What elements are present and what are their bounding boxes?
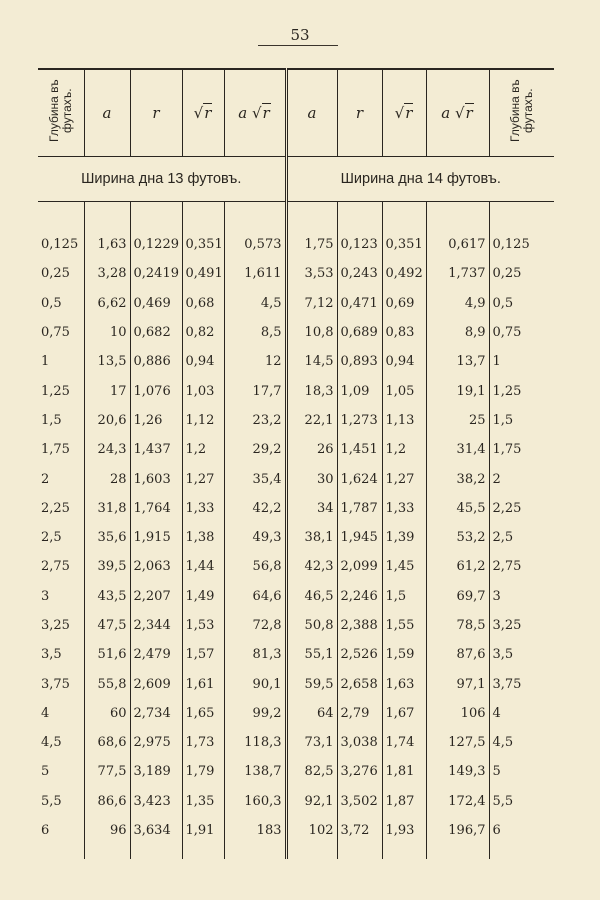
cell-r-right: 2,099 — [337, 552, 382, 581]
cell-a-left: 35,6 — [84, 523, 130, 552]
cell-sqrt-r-right: 1,13 — [382, 406, 426, 435]
cell-r-left: 1,915 — [130, 523, 182, 552]
header-a-sqrt-r-left: a √r — [224, 69, 286, 157]
cell-a-left: 51,6 — [84, 640, 130, 669]
cell-r-right: 3,502 — [337, 787, 382, 816]
cell-r-left: 2,207 — [130, 582, 182, 611]
cell-a-sqrt-r-right: 172,4 — [426, 787, 489, 816]
cell-r-left: 2,344 — [130, 611, 182, 640]
cell-sqrt-r-right: 1,67 — [382, 699, 426, 728]
cell-r-right: 1,09 — [337, 376, 382, 405]
cell-depth-right: 3,5 — [492, 647, 514, 663]
cell-sqrt-r-left: 1,44 — [182, 552, 224, 581]
cell-a-right: 18,3 — [286, 376, 337, 405]
table-row — [38, 787, 554, 816]
cell-a-left: 43,5 — [84, 582, 130, 611]
cell-r-left: 1,076 — [130, 376, 182, 405]
cell-a-left: 3,28 — [84, 259, 130, 288]
cell-a-left: 60 — [84, 699, 130, 728]
cell-depth-left: 1 — [38, 347, 84, 376]
cell-sqrt-r-right: 1,55 — [382, 611, 426, 640]
cell-a-sqrt-r-right: 87,6 — [426, 640, 489, 669]
table-row — [38, 757, 554, 786]
cell-a-sqrt-r-right: 13,7 — [426, 347, 489, 376]
header-depth-right: Глубина въ футахъ. — [489, 69, 554, 157]
cell-a-sqrt-r-right: 53,2 — [426, 523, 489, 552]
page-number-rule — [258, 45, 338, 46]
cell-sqrt-r-right: 1,81 — [382, 757, 426, 786]
cell-sqrt-r-right: 1,33 — [382, 494, 426, 523]
cell-a-left: 47,5 — [84, 611, 130, 640]
cell-a-sqrt-r-left: 138,7 — [224, 757, 286, 786]
cell-r-left: 2,975 — [130, 728, 182, 757]
cell-r-right: 3,038 — [337, 728, 382, 757]
cell-sqrt-r-right: 1,5 — [382, 582, 426, 611]
cell-a-left: 55,8 — [84, 669, 130, 698]
cell-a-sqrt-r-right: 106 — [426, 699, 489, 728]
cell-a-left: 86,6 — [84, 787, 130, 816]
cell-a-left: 39,5 — [84, 552, 130, 581]
cell-r-right: 2,658 — [337, 669, 382, 698]
header-r-left: r — [130, 69, 182, 157]
cell-a-right: 34 — [286, 494, 337, 523]
cell-a-sqrt-r-right: 196,7 — [426, 816, 489, 845]
cell-a-right: 10,8 — [286, 318, 337, 347]
table-row — [38, 376, 554, 405]
cell-sqrt-r-left: 1,12 — [182, 406, 224, 435]
cell-depth-left: 2,25 — [38, 494, 84, 523]
cell-sqrt-r-right: 0,351 — [382, 230, 426, 259]
cell-r-right: 1,451 — [337, 435, 382, 464]
cell-sqrt-r-left: 1,38 — [182, 523, 224, 552]
cell-a-right: 26 — [286, 435, 337, 464]
cell-a-left: 10 — [84, 318, 130, 347]
table-row — [38, 406, 554, 435]
cell-sqrt-r-left: 1,91 — [182, 816, 224, 845]
page-number: 53 — [290, 26, 310, 44]
cell-a-right: 64 — [286, 699, 337, 728]
cell-r-right: 0,123 — [337, 230, 382, 259]
cell-depth-left: 2,5 — [38, 523, 84, 552]
cell-a-sqrt-r-left: 160,3 — [224, 787, 286, 816]
section-title-right: Ширина дна 14 футовъ. — [286, 157, 554, 202]
cell-sqrt-r-right: 1,39 — [382, 523, 426, 552]
cell-a-sqrt-r-left: 49,3 — [224, 523, 286, 552]
cell-a-sqrt-r-left: 8,5 — [224, 318, 286, 347]
cell-depth-right: 0,5 — [492, 295, 514, 311]
cell-a-sqrt-r-left: 90,1 — [224, 669, 286, 698]
cell-a-sqrt-r-right: 8,9 — [426, 318, 489, 347]
cell-a-sqrt-r-left: 1,611 — [224, 259, 286, 288]
header-sqrt-r-left: √r — [182, 69, 224, 157]
cell-r-left: 2,734 — [130, 699, 182, 728]
cell-depth-left: 0,75 — [38, 318, 84, 347]
cell-a-left: 6,62 — [84, 289, 130, 318]
table-row — [38, 318, 554, 347]
table-row — [38, 289, 554, 318]
cell-a-sqrt-r-left: 56,8 — [224, 552, 286, 581]
cell-depth-right: 2,5 — [492, 530, 514, 546]
cell-r-left: 2,609 — [130, 669, 182, 698]
cell-depth-left: 0,125 — [38, 230, 84, 259]
cell-a-sqrt-r-right: 31,4 — [426, 435, 489, 464]
cell-sqrt-r-right: 1,63 — [382, 669, 426, 698]
cell-a-sqrt-r-left: 64,6 — [224, 582, 286, 611]
cell-a-sqrt-r-right: 4,9 — [426, 289, 489, 318]
cell-a-sqrt-r-left: 118,3 — [224, 728, 286, 757]
cell-sqrt-r-right: 1,93 — [382, 816, 426, 845]
cell-a-sqrt-r-right: 149,3 — [426, 757, 489, 786]
header-r-right: r — [337, 69, 382, 157]
cell-depth-right: 3 — [492, 588, 501, 604]
cell-r-right: 3,276 — [337, 757, 382, 786]
cell-r-right: 1,624 — [337, 464, 382, 493]
cell-a-sqrt-r-left: 81,3 — [224, 640, 286, 669]
cell-depth-right: 1,5 — [492, 412, 514, 428]
cell-a-right: 73,1 — [286, 728, 337, 757]
cell-a-right: 38,1 — [286, 523, 337, 552]
cell-depth-left: 4 — [38, 699, 84, 728]
cell-depth-right: 5,5 — [492, 793, 514, 809]
table-row — [38, 582, 554, 611]
cell-sqrt-r-right: 1,87 — [382, 787, 426, 816]
cell-depth-right: 3,75 — [492, 676, 522, 692]
table-row — [38, 347, 554, 376]
cell-sqrt-r-left: 1,03 — [182, 376, 224, 405]
cell-depth-left: 4,5 — [38, 728, 84, 757]
cell-a-right: 42,3 — [286, 552, 337, 581]
cell-r-left: 1,26 — [130, 406, 182, 435]
table-row — [38, 523, 554, 552]
cell-a-sqrt-r-right: 78,5 — [426, 611, 489, 640]
cell-sqrt-r-right: 1,05 — [382, 376, 426, 405]
cell-r-right: 0,471 — [337, 289, 382, 318]
cell-depth-left: 5,5 — [38, 787, 84, 816]
cell-sqrt-r-right: 1,2 — [382, 435, 426, 464]
cell-r-left: 2,063 — [130, 552, 182, 581]
cell-depth-left: 2,75 — [38, 552, 84, 581]
cell-depth-right: 2 — [492, 471, 501, 487]
cell-sqrt-r-left: 1,2 — [182, 435, 224, 464]
cell-depth-right: 3,25 — [492, 618, 522, 633]
cell-r-right: 2,246 — [337, 582, 382, 611]
cell-r-right: 2,526 — [337, 640, 382, 669]
cell-sqrt-r-left: 1,27 — [182, 464, 224, 493]
cell-a-right: 50,8 — [286, 611, 337, 640]
cell-sqrt-r-left: 0,351 — [182, 230, 224, 259]
hydraulic-table — [38, 68, 554, 859]
cell-a-right: 14,5 — [286, 347, 337, 376]
cell-depth-left: 3,75 — [38, 669, 84, 698]
cell-a-sqrt-r-left: 29,2 — [224, 435, 286, 464]
cell-r-left: 3,423 — [130, 787, 182, 816]
table-row — [38, 435, 554, 464]
cell-a-left: 24,3 — [84, 435, 130, 464]
cell-depth-left: 1,5 — [38, 406, 84, 435]
cell-sqrt-r-right: 0,492 — [382, 259, 426, 288]
cell-r-right: 0,689 — [337, 318, 382, 347]
cell-depth-right: 4 — [492, 705, 501, 721]
cell-sqrt-r-right: 1,74 — [382, 728, 426, 757]
cell-a-right: 22,1 — [286, 406, 337, 435]
cell-a-left: 68,6 — [84, 728, 130, 757]
cell-r-right: 1,273 — [337, 406, 382, 435]
cell-a-sqrt-r-right: 61,2 — [426, 552, 489, 581]
cell-r-right: 2,388 — [337, 611, 382, 640]
cell-sqrt-r-right: 0,69 — [382, 289, 426, 318]
cell-a-sqrt-r-left: 23,2 — [224, 406, 286, 435]
cell-depth-right: 6 — [492, 823, 501, 839]
cell-a-left: 17 — [84, 376, 130, 405]
cell-a-right: 30 — [286, 464, 337, 493]
cell-sqrt-r-left: 1,33 — [182, 494, 224, 523]
table-row — [38, 611, 554, 640]
cell-a-left: 77,5 — [84, 757, 130, 786]
cell-a-right: 3,53 — [286, 259, 337, 288]
table-row — [38, 464, 554, 493]
cell-depth-left: 1,75 — [38, 435, 84, 464]
cell-r-left: 0,682 — [130, 318, 182, 347]
cell-r-left: 1,603 — [130, 464, 182, 493]
table-row — [38, 816, 554, 845]
header-a-sqrt-r-right: a √r — [426, 69, 489, 157]
cell-depth-left: 2 — [38, 464, 84, 493]
cell-r-left: 2,479 — [130, 640, 182, 669]
cell-r-right: 3,72 — [337, 816, 382, 845]
cell-sqrt-r-left: 0,491 — [182, 259, 224, 288]
cell-sqrt-r-left: 1,53 — [182, 611, 224, 640]
cell-sqrt-r-left: 1,79 — [182, 757, 224, 786]
cell-a-sqrt-r-right: 1,737 — [426, 259, 489, 288]
cell-depth-left: 0,5 — [38, 289, 84, 318]
cell-a-left: 20,6 — [84, 406, 130, 435]
cell-r-right: 1,787 — [337, 494, 382, 523]
cell-r-left: 0,886 — [130, 347, 182, 376]
cell-r-left: 0,1229 — [130, 230, 182, 259]
cell-a-right: 1,75 — [286, 230, 337, 259]
cell-depth-left: 5 — [38, 757, 84, 786]
cell-a-sqrt-r-right: 45,5 — [426, 494, 489, 523]
cell-depth-right: 0,25 — [492, 266, 522, 282]
cell-a-sqrt-r-left: 72,8 — [224, 611, 286, 640]
table-row — [38, 699, 554, 728]
cell-sqrt-r-left: 0,68 — [182, 289, 224, 318]
cell-a-right: 7,12 — [286, 289, 337, 318]
cell-depth-left: 1,25 — [38, 376, 84, 405]
cell-a-left: 96 — [84, 816, 130, 845]
table-row — [38, 728, 554, 757]
cell-r-right: 2,79 — [337, 699, 382, 728]
cell-a-sqrt-r-left: 12 — [224, 347, 286, 376]
cell-a-sqrt-r-right: 19,1 — [426, 376, 489, 405]
cell-depth-left: 0,25 — [38, 259, 84, 288]
header-depth-left: Глубина въ футахъ. — [38, 69, 84, 157]
cell-a-sqrt-r-left: 17,7 — [224, 376, 286, 405]
cell-sqrt-r-left: 1,73 — [182, 728, 224, 757]
cell-a-left: 31,8 — [84, 494, 130, 523]
cell-depth-left: 3 — [38, 582, 84, 611]
cell-depth-left: 3,25 — [38, 611, 84, 640]
cell-depth-right: 4,5 — [492, 735, 514, 751]
cell-a-right: 46,5 — [286, 582, 337, 611]
cell-sqrt-r-right: 0,94 — [382, 347, 426, 376]
cell-a-sqrt-r-right: 97,1 — [426, 669, 489, 698]
table-row — [38, 640, 554, 669]
table-row — [38, 552, 554, 581]
cell-a-sqrt-r-right: 25 — [426, 406, 489, 435]
cell-a-sqrt-r-right: 0,617 — [426, 230, 489, 259]
cell-a-right: 59,5 — [286, 669, 337, 698]
cell-depth-right: 2,25 — [492, 500, 522, 516]
cell-sqrt-r-left: 0,82 — [182, 318, 224, 347]
cell-a-left: 1,63 — [84, 230, 130, 259]
cell-sqrt-r-right: 1,59 — [382, 640, 426, 669]
cell-r-right: 0,243 — [337, 259, 382, 288]
cell-sqrt-r-left: 1,49 — [182, 582, 224, 611]
cell-a-sqrt-r-left: 0,573 — [224, 230, 286, 259]
cell-sqrt-r-left: 1,61 — [182, 669, 224, 698]
cell-a-right: 92,1 — [286, 787, 337, 816]
cell-a-sqrt-r-left: 4,5 — [224, 289, 286, 318]
cell-depth-right: 1,75 — [492, 442, 522, 458]
cell-sqrt-r-left: 0,94 — [182, 347, 224, 376]
cell-depth-right: 1,25 — [492, 383, 522, 399]
cell-depth-left: 3,5 — [38, 640, 84, 669]
cell-r-left: 0,2419 — [130, 259, 182, 288]
cell-r-left: 1,764 — [130, 494, 182, 523]
cell-a-right: 82,5 — [286, 757, 337, 786]
cell-r-left: 3,634 — [130, 816, 182, 845]
cell-r-left: 1,437 — [130, 435, 182, 464]
table-row — [38, 259, 554, 288]
cell-sqrt-r-right: 1,27 — [382, 464, 426, 493]
cell-a-left: 28 — [84, 464, 130, 493]
cell-sqrt-r-right: 0,83 — [382, 318, 426, 347]
cell-depth-right: 0,75 — [492, 325, 522, 341]
cell-a-right: 102 — [286, 816, 337, 845]
cell-a-sqrt-r-left: 99,2 — [224, 699, 286, 728]
cell-sqrt-r-right: 1,45 — [382, 552, 426, 581]
cell-a-left: 13,5 — [84, 347, 130, 376]
cell-a-right: 55,1 — [286, 640, 337, 669]
cell-r-left: 0,469 — [130, 289, 182, 318]
cell-a-sqrt-r-right: 69,7 — [426, 582, 489, 611]
cell-a-sqrt-r-left: 183 — [224, 816, 286, 845]
cell-a-sqrt-r-right: 38,2 — [426, 464, 489, 493]
cell-a-sqrt-r-left: 35,4 — [224, 464, 286, 493]
header-a-left: a — [84, 69, 130, 157]
cell-depth-right: 2,75 — [492, 559, 522, 575]
cell-r-left: 3,189 — [130, 757, 182, 786]
table-row — [38, 494, 554, 523]
cell-depth-right: 1 — [492, 354, 501, 370]
cell-depth-right: 5 — [492, 764, 501, 780]
cell-depth-left: 6 — [38, 816, 84, 845]
cell-sqrt-r-left: 1,35 — [182, 787, 224, 816]
cell-sqrt-r-left: 1,57 — [182, 640, 224, 669]
table-row — [38, 230, 554, 259]
cell-a-sqrt-r-right: 127,5 — [426, 728, 489, 757]
cell-depth-right: 0,125 — [492, 237, 530, 253]
cell-sqrt-r-left: 1,65 — [182, 699, 224, 728]
section-title-left: Ширина дна 13 футовъ. — [38, 157, 286, 202]
header-a-right: a — [286, 69, 337, 157]
cell-a-sqrt-r-left: 42,2 — [224, 494, 286, 523]
cell-r-right: 1,945 — [337, 523, 382, 552]
cell-r-right: 0,893 — [337, 347, 382, 376]
table-row — [38, 669, 554, 698]
header-sqrt-r-right: √r — [382, 69, 426, 157]
